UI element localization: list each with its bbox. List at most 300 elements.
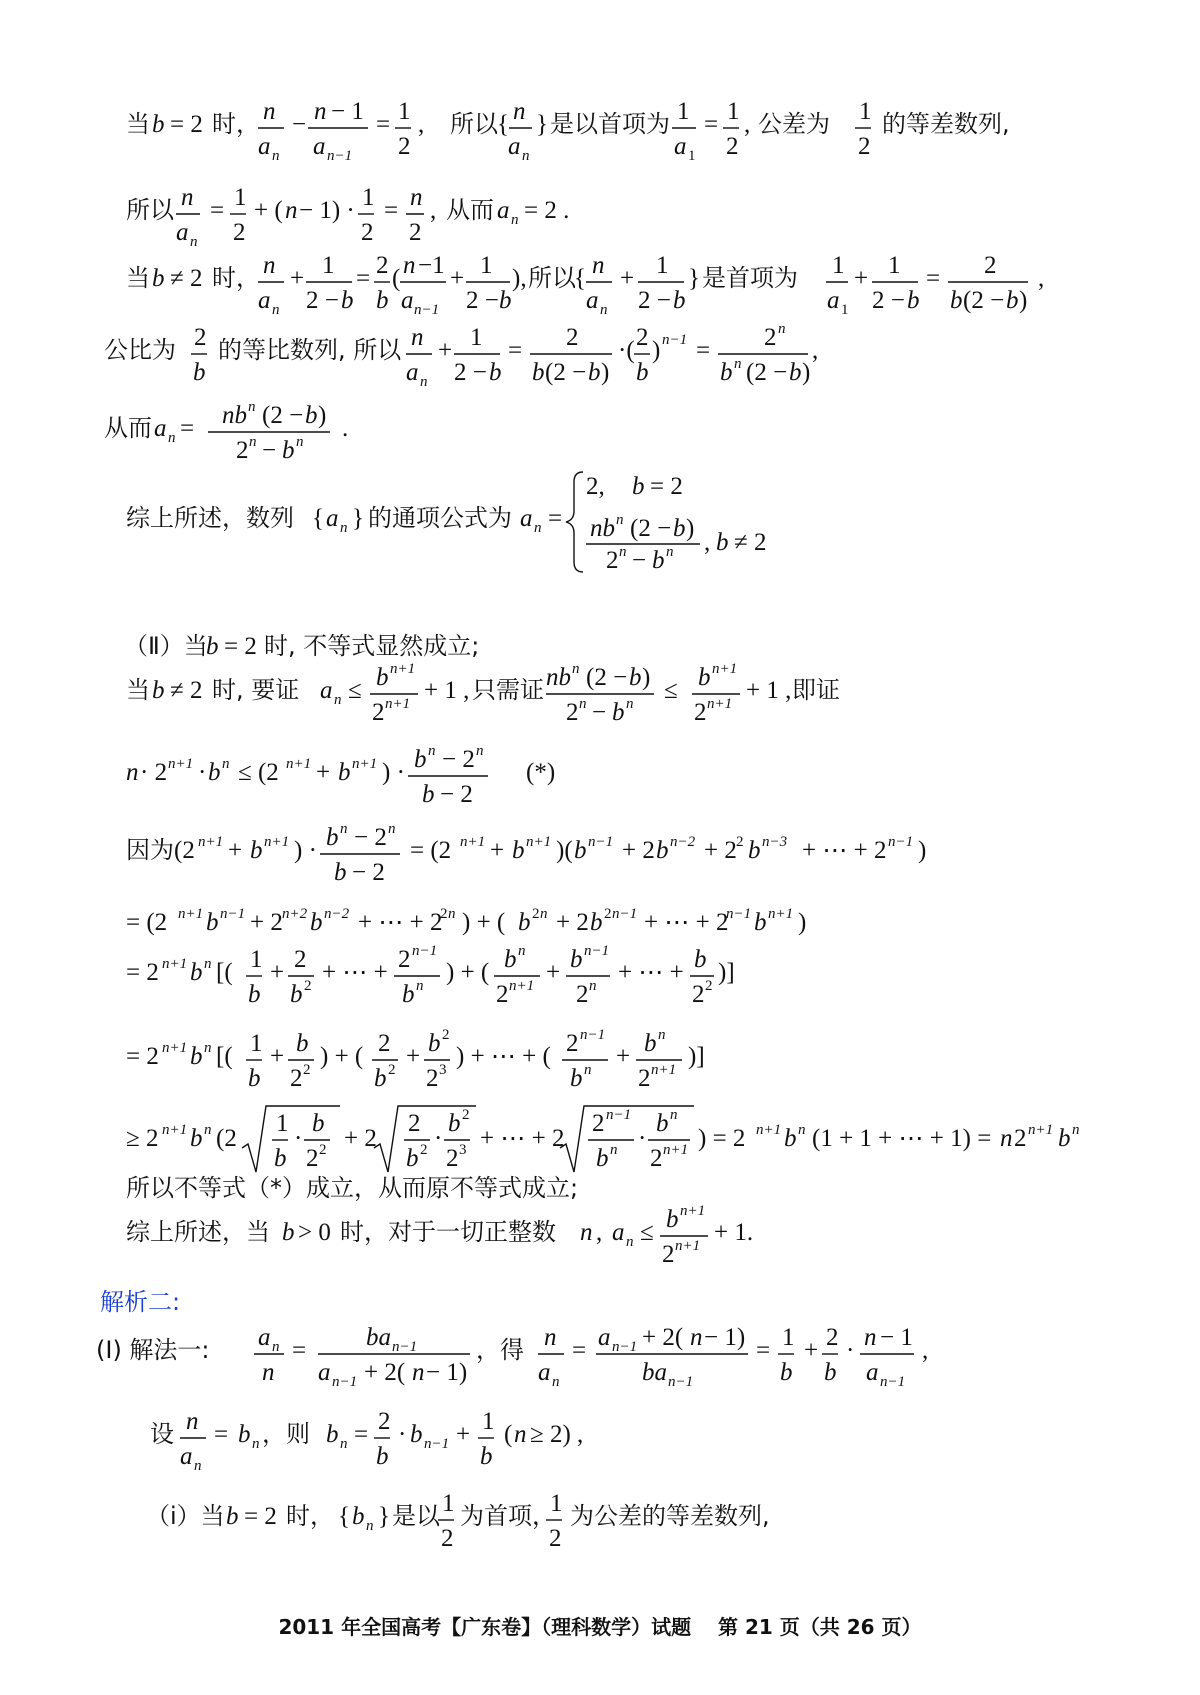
svg-text:·: · (846, 1337, 855, 1364)
line-to-prove (0, 660, 1200, 740)
svg-text:b: b (152, 265, 165, 292)
svg-text:n+1: n+1 (286, 756, 312, 772)
svg-text:，则: ，则 (262, 1420, 310, 1448)
svg-text:+: + (616, 1043, 631, 1070)
svg-text:a: a (313, 133, 326, 160)
svg-text:n: n (592, 252, 605, 279)
svg-text:1: 1 (234, 184, 247, 211)
svg-text:n: n (522, 148, 530, 164)
svg-text:n−1: n−1 (584, 943, 610, 959)
svg-text:2: 2 (290, 1065, 303, 1092)
svg-text:b: b (376, 1443, 389, 1470)
svg-text:是以: 是以 (392, 1502, 440, 1530)
svg-text:+ (: + ( (254, 197, 283, 224)
svg-text:a: a (320, 677, 333, 704)
svg-text:− 1) ·: − 1) · (299, 197, 355, 224)
svg-text:·: · (398, 1421, 407, 1448)
svg-text:,: , (812, 337, 819, 364)
svg-text:2: 2 (376, 252, 389, 279)
svg-text:− 2: − 2 (354, 824, 387, 851)
svg-text:b: b (588, 359, 601, 386)
svg-text:nb: nb (546, 664, 571, 691)
svg-text:n: n (579, 696, 587, 712)
svg-text:1: 1 (276, 1110, 289, 1137)
svg-text:2: 2 (566, 1030, 579, 1057)
svg-text:·: · (294, 1125, 303, 1152)
svg-text:2: 2 (496, 981, 509, 1008)
svg-text:的等比数列, 所以: 的等比数列, 所以 (218, 336, 402, 364)
svg-text:n+1: n+1 (1028, 1122, 1054, 1138)
svg-text:2: 2 (826, 1324, 839, 1351)
svg-text:n: n (186, 1408, 199, 1435)
svg-text:1: 1 (250, 1030, 263, 1057)
svg-text:当: 当 (126, 110, 150, 138)
svg-text:2: 2 (233, 219, 246, 246)
svg-text:+ 1 ,: + 1 , (746, 677, 792, 704)
svg-text:≤: ≤ (640, 1219, 654, 1246)
svg-text:1: 1 (550, 1490, 563, 1517)
svg-text:· 2: · 2 (140, 759, 168, 786)
svg-text:n+1: n+1 (352, 756, 378, 772)
svg-text:n: n (626, 1234, 634, 1250)
svg-text:公比为: 公比为 (104, 336, 176, 364)
svg-text:2 −: 2 − (454, 359, 487, 386)
svg-text:1: 1 (677, 98, 690, 125)
svg-text:b: b (206, 909, 219, 936)
svg-text:n: n (263, 252, 276, 279)
svg-text:b: b (632, 473, 645, 500)
svg-text:n−1: n−1 (880, 1374, 906, 1390)
svg-text:n−1: n−1 (580, 1027, 606, 1043)
svg-text:公差为: 公差为 (758, 110, 830, 138)
svg-text:b: b (334, 859, 347, 886)
svg-text:+ ⋯ + 2: + ⋯ + 2 (480, 1125, 565, 1152)
svg-text:+ ⋯ +: + ⋯ + (618, 959, 684, 986)
svg-text:n−1: n−1 (392, 1339, 418, 1355)
svg-text:时，: 时， (212, 110, 260, 138)
svg-text:n: n (252, 1436, 260, 1452)
svg-text:,: , (418, 111, 425, 138)
svg-text:+ ⋯ + 2: + ⋯ + 2 (358, 909, 443, 936)
svg-text:ba: ba (366, 1324, 391, 1351)
svg-text:1: 1 (727, 98, 740, 125)
formula (0, 318, 1200, 398)
svg-text:b: b (716, 529, 729, 556)
svg-text:(2 −: (2 − (963, 287, 1005, 314)
svg-text:=: = (696, 337, 711, 364)
svg-text:n: n (658, 1027, 666, 1043)
svg-text:b: b (666, 1206, 679, 1233)
svg-text:2: 2 (420, 1142, 428, 1158)
svg-text:2: 2 (398, 946, 411, 973)
svg-text:2: 2 (662, 1241, 675, 1268)
svg-text:时，对于一切正整数: 时，对于一切正整数 (340, 1218, 556, 1246)
line-method-one (0, 1318, 1200, 1402)
svg-text:n+1: n+1 (385, 696, 411, 712)
line-because (0, 820, 1200, 900)
svg-text:(2 −: (2 − (630, 515, 672, 542)
svg-text:n: n (411, 324, 424, 351)
svg-text:n−1: n−1 (662, 332, 688, 348)
svg-text:b: b (410, 1421, 423, 1448)
svg-text:,: , (596, 1219, 603, 1246)
svg-text:+: + (438, 337, 453, 364)
svg-text:b: b (748, 837, 761, 864)
svg-text:a: a (612, 1219, 625, 1246)
svg-text:,: , (430, 197, 437, 224)
svg-text:): ) (918, 837, 927, 864)
svg-text:b: b (754, 909, 767, 936)
svg-text:+ ⋯ + 2: + ⋯ + 2 (644, 909, 729, 936)
svg-text:n: n (194, 1458, 202, 1474)
svg-text:n: n (340, 1436, 348, 1452)
svg-text:= 2: = 2 (650, 473, 683, 500)
svg-text:a: a (497, 197, 510, 224)
svg-text:nb: nb (222, 402, 247, 429)
svg-text:): ) (318, 402, 327, 429)
svg-text:n: n (168, 430, 176, 446)
svg-text:+: + (290, 265, 305, 292)
svg-text:2: 2 (446, 1145, 459, 1172)
svg-text:+ 2(: + 2( (364, 1359, 406, 1386)
svg-text:+: + (546, 959, 561, 986)
svg-text:− 1): − 1) (426, 1359, 468, 1386)
svg-text:+: + (490, 837, 505, 864)
svg-text:b: b (402, 981, 415, 1008)
svg-text:b: b (512, 837, 525, 864)
svg-text:+ 2: + 2 (344, 1125, 377, 1152)
svg-text:+: + (450, 265, 465, 292)
svg-text:n+1: n+1 (390, 661, 416, 677)
svg-text:+: + (406, 1043, 421, 1070)
svg-text:a: a (520, 505, 533, 532)
svg-text:n: n (690, 1324, 703, 1351)
section-heading: 解析二: (100, 1288, 181, 1316)
svg-text:b: b (414, 746, 427, 773)
svg-text:a: a (258, 1324, 271, 1351)
svg-text:b: b (376, 664, 389, 691)
line-b-neq-2 (0, 246, 1200, 326)
svg-text:n: n (272, 1339, 280, 1355)
svg-text:2: 2 (576, 981, 589, 1008)
svg-text:) + (: ) + ( (320, 1043, 364, 1070)
svg-text:(2 −: (2 − (586, 664, 628, 691)
svg-text:所以不等式（*）成立，从而原不等式成立;: 所以不等式（*）成立，从而原不等式成立; (126, 1174, 579, 1202)
svg-text:n−1: n−1 (612, 1339, 638, 1355)
svg-text:+ 2: + 2 (704, 837, 737, 864)
line-summary-piecewise (0, 466, 1200, 576)
svg-text:b: b (789, 359, 802, 386)
svg-text:2: 2 (442, 1027, 450, 1043)
svg-text:n: n (285, 197, 298, 224)
svg-text:{: { (312, 505, 324, 532)
svg-text:= 2: = 2 (224, 633, 257, 660)
svg-text:n: n (544, 1324, 557, 1351)
svg-text:n: n (204, 1040, 212, 1056)
svg-text:+: + (270, 1043, 285, 1070)
svg-text:b: b (652, 547, 665, 574)
svg-text:> 0: > 0 (298, 1219, 331, 1246)
svg-text:≠ 2: ≠ 2 (170, 677, 203, 704)
svg-text:≥ 2: ≥ 2 (126, 1125, 159, 1152)
svg-text:1: 1 (656, 252, 669, 279)
svg-text:n: n (448, 906, 456, 922)
svg-text:=: = (756, 1337, 771, 1364)
line-geometric (0, 318, 1200, 398)
formula (0, 660, 1200, 740)
svg-text:),: ), (512, 265, 527, 292)
svg-text:=: = (214, 1421, 229, 1448)
svg-text:n+1: n+1 (712, 661, 738, 677)
svg-text:1: 1 (398, 98, 411, 125)
svg-text:2: 2 (705, 978, 713, 994)
svg-text:b: b (326, 824, 339, 851)
svg-text:为首项，: 为首项， (460, 1502, 556, 1530)
svg-text:) ·: ) · (382, 759, 405, 786)
svg-text:1: 1 (859, 98, 872, 125)
svg-text:b: b (612, 699, 625, 726)
svg-text:b: b (248, 981, 261, 1008)
svg-text:(2 −: (2 − (545, 359, 587, 386)
svg-text:2: 2 (319, 1142, 327, 1158)
svg-text:=: = (292, 1337, 307, 1364)
svg-text:nb: nb (590, 515, 615, 542)
svg-text:b: b (152, 677, 165, 704)
svg-text:a: a (258, 287, 271, 314)
svg-text:b: b (720, 359, 733, 386)
svg-text:n: n (798, 1122, 806, 1138)
svg-text:2: 2 (606, 547, 619, 574)
svg-text:1: 1 (480, 252, 493, 279)
svg-text:2: 2 (566, 699, 579, 726)
svg-text:2: 2 (532, 906, 540, 922)
svg-text:b: b (282, 1219, 295, 1246)
svg-text:2: 2 (306, 1145, 319, 1172)
svg-text:综上所述，数列: 综上所述，数列 (126, 504, 294, 532)
svg-text:2 −: 2 − (638, 287, 671, 314)
svg-text:b: b (1058, 1125, 1071, 1152)
svg-text:2: 2 (409, 219, 422, 246)
svg-text:n+2: n+2 (282, 906, 308, 922)
svg-text:n−1: n−1 (424, 1436, 450, 1452)
svg-text:= (2: = (2 (410, 837, 452, 864)
svg-text:a: a (586, 287, 599, 314)
line-b2-arithmetic (0, 92, 1200, 172)
svg-text:a: a (176, 219, 189, 246)
svg-text:n: n (334, 692, 342, 708)
svg-text:): ) (802, 359, 811, 386)
svg-text:n−1: n−1 (888, 834, 914, 850)
svg-text:n: n (572, 661, 580, 677)
svg-text:的通项公式为: 的通项公式为 (368, 504, 512, 532)
svg-text:,: , (704, 529, 711, 556)
svg-text:=: = (926, 265, 941, 292)
svg-text:n: n (626, 696, 634, 712)
svg-text:+ 2: + 2 (622, 837, 655, 864)
svg-text:是首项为: 是首项为 (702, 264, 798, 292)
svg-text:n+1: n+1 (509, 978, 535, 994)
svg-text:3: 3 (459, 1142, 467, 1158)
svg-text:[(: [( (216, 1043, 233, 1070)
svg-text:2 −: 2 − (306, 287, 339, 314)
svg-text:1: 1 (888, 252, 901, 279)
svg-text:n: n (864, 1324, 877, 1351)
formula (0, 466, 1200, 576)
svg-text:n−1: n−1 (612, 906, 638, 922)
svg-text:+: + (854, 265, 869, 292)
svg-text:n+1: n+1 (162, 956, 188, 972)
svg-text:2: 2 (549, 1525, 562, 1552)
svg-text:n: n (616, 512, 624, 528)
svg-text:n: n (518, 943, 526, 959)
svg-text:n: n (262, 1359, 275, 1386)
svg-text:n+1: n+1 (651, 1062, 677, 1078)
svg-text:所以: 所以 (528, 264, 576, 292)
svg-text:−: − (262, 437, 277, 464)
svg-text:时，: 时， (286, 1502, 334, 1530)
svg-text:+: + (228, 837, 243, 864)
svg-text:2 −: 2 − (872, 287, 905, 314)
svg-text:n−1: n−1 (220, 906, 246, 922)
svg-text:2: 2 (303, 1062, 311, 1078)
svg-text:− 2: − 2 (352, 859, 385, 886)
svg-text:): ) (798, 909, 807, 936)
svg-text:a: a (598, 1324, 611, 1351)
svg-text:n+1: n+1 (663, 1142, 689, 1158)
svg-text:n: n (778, 321, 786, 337)
svg-text:n: n (1072, 1122, 1080, 1138)
svg-text:2: 2 (726, 133, 739, 160)
svg-text:)(: )( (556, 837, 573, 864)
svg-text:n+1: n+1 (675, 1238, 701, 1254)
formula (0, 396, 1200, 476)
svg-text:= 2: = 2 (244, 1503, 277, 1530)
svg-text:=: = (376, 111, 391, 138)
svg-text:b: b (190, 1125, 203, 1152)
svg-text:n−1: n−1 (668, 1374, 694, 1390)
svg-text:+: + (804, 1337, 819, 1364)
svg-text:b: b (590, 909, 603, 936)
svg-text:) + (: ) + ( (446, 959, 490, 986)
page-footer: 2011 年全国高考【广东卷】（理科数学）试题 第 21 页（共 26 页） (278, 1615, 922, 1639)
svg-text:n: n (534, 520, 542, 536)
svg-text:n−1: n−1 (327, 148, 353, 164)
svg-text:)]: )] (718, 959, 735, 986)
svg-text:n: n (476, 743, 484, 759)
svg-text:= 2: = 2 (126, 1043, 159, 1070)
svg-text:n: n (600, 302, 608, 318)
svg-text:b: b (190, 959, 203, 986)
svg-text:b: b (656, 1110, 669, 1137)
svg-text:b: b (448, 1110, 461, 1137)
svg-text:n−3: n−3 (762, 834, 788, 850)
svg-text:)]: )] (688, 1043, 705, 1070)
svg-text:+ 1 ,: + 1 , (424, 677, 470, 704)
svg-text:(: ( (392, 265, 401, 292)
formula (0, 1202, 1200, 1282)
svg-text:2: 2 (378, 1030, 391, 1057)
line-star-inequality (0, 742, 1200, 822)
svg-text:b: b (1006, 287, 1019, 314)
svg-text:a: a (406, 359, 419, 386)
svg-text:1: 1 (688, 148, 696, 164)
svg-text:− 2: − 2 (442, 746, 475, 773)
svg-text:n+1: n+1 (460, 834, 486, 850)
svg-text:1: 1 (250, 946, 263, 973)
svg-text:n+1: n+1 (168, 756, 194, 772)
svg-text:所以: 所以 (450, 110, 498, 138)
svg-text:): ) (642, 664, 651, 691)
svg-text:n+1: n+1 (264, 834, 290, 850)
formula (0, 246, 1200, 326)
svg-text:− 2: − 2 (440, 781, 473, 808)
svg-text:a: a (180, 1443, 193, 1470)
svg-text:n: n (734, 356, 742, 372)
svg-text:b: b (950, 287, 963, 314)
svg-text:n: n (248, 399, 256, 415)
svg-text:(1 + 1 + ⋯ + 1) =: (1 + 1 + ⋯ + 1) = (812, 1125, 992, 1152)
svg-text:b: b (532, 359, 545, 386)
svg-text:a: a (866, 1359, 879, 1386)
svg-text:=: = (356, 265, 371, 292)
svg-text:n: n (388, 821, 396, 837)
svg-text:.: . (342, 415, 349, 442)
svg-text:n: n (416, 978, 424, 994)
svg-text:(2 −: (2 − (262, 402, 304, 429)
svg-text:) + ⋯ + (: ) + ⋯ + ( (456, 1043, 551, 1070)
svg-text:+: + (620, 265, 635, 292)
svg-text:n: n (670, 1107, 678, 1123)
svg-text:n−1: n−1 (606, 1107, 632, 1123)
svg-text:1: 1 (841, 302, 849, 318)
svg-text:2: 2 (236, 437, 249, 464)
svg-text:b: b (290, 981, 303, 1008)
svg-text:1: 1 (482, 1408, 495, 1435)
line-an-formula (0, 396, 1200, 476)
svg-text:2: 2 (462, 1107, 470, 1123)
svg-text:2: 2 (294, 946, 307, 973)
svg-text:3: 3 (439, 1062, 447, 1078)
svg-text:n: n (412, 1359, 425, 1386)
svg-text:b: b (226, 1503, 239, 1530)
svg-text:n+1: n+1 (680, 1203, 706, 1219)
svg-text:n: n (190, 234, 198, 250)
svg-text:2: 2 (440, 906, 448, 922)
formula (0, 92, 1200, 172)
svg-text:b: b (248, 1065, 261, 1092)
svg-text:a: a (318, 1359, 331, 1386)
formula (0, 1282, 1200, 1322)
svg-text:2: 2 (736, 834, 744, 850)
line-final-conclusion (0, 1202, 1200, 1282)
svg-text:= 2 .: = 2 . (524, 197, 570, 224)
svg-text:n+1: n+1 (178, 906, 204, 922)
svg-text:1: 1 (782, 1324, 795, 1351)
svg-text:b: b (698, 664, 711, 691)
svg-text:n−1: n−1 (414, 302, 440, 318)
formula (0, 942, 1200, 1022)
svg-text:n: n (420, 374, 428, 390)
formula (0, 1404, 1200, 1484)
svg-text:，得: ，得 (476, 1336, 524, 1364)
svg-text:2: 2 (1014, 1125, 1027, 1152)
svg-text:n: n (181, 184, 194, 211)
svg-text:n+1: n+1 (756, 1122, 782, 1138)
svg-text:n−1: n−1 (412, 943, 438, 959)
svg-text:): ) (601, 359, 610, 386)
svg-text:即证: 即证 (792, 676, 840, 704)
svg-text:n: n (340, 520, 348, 536)
